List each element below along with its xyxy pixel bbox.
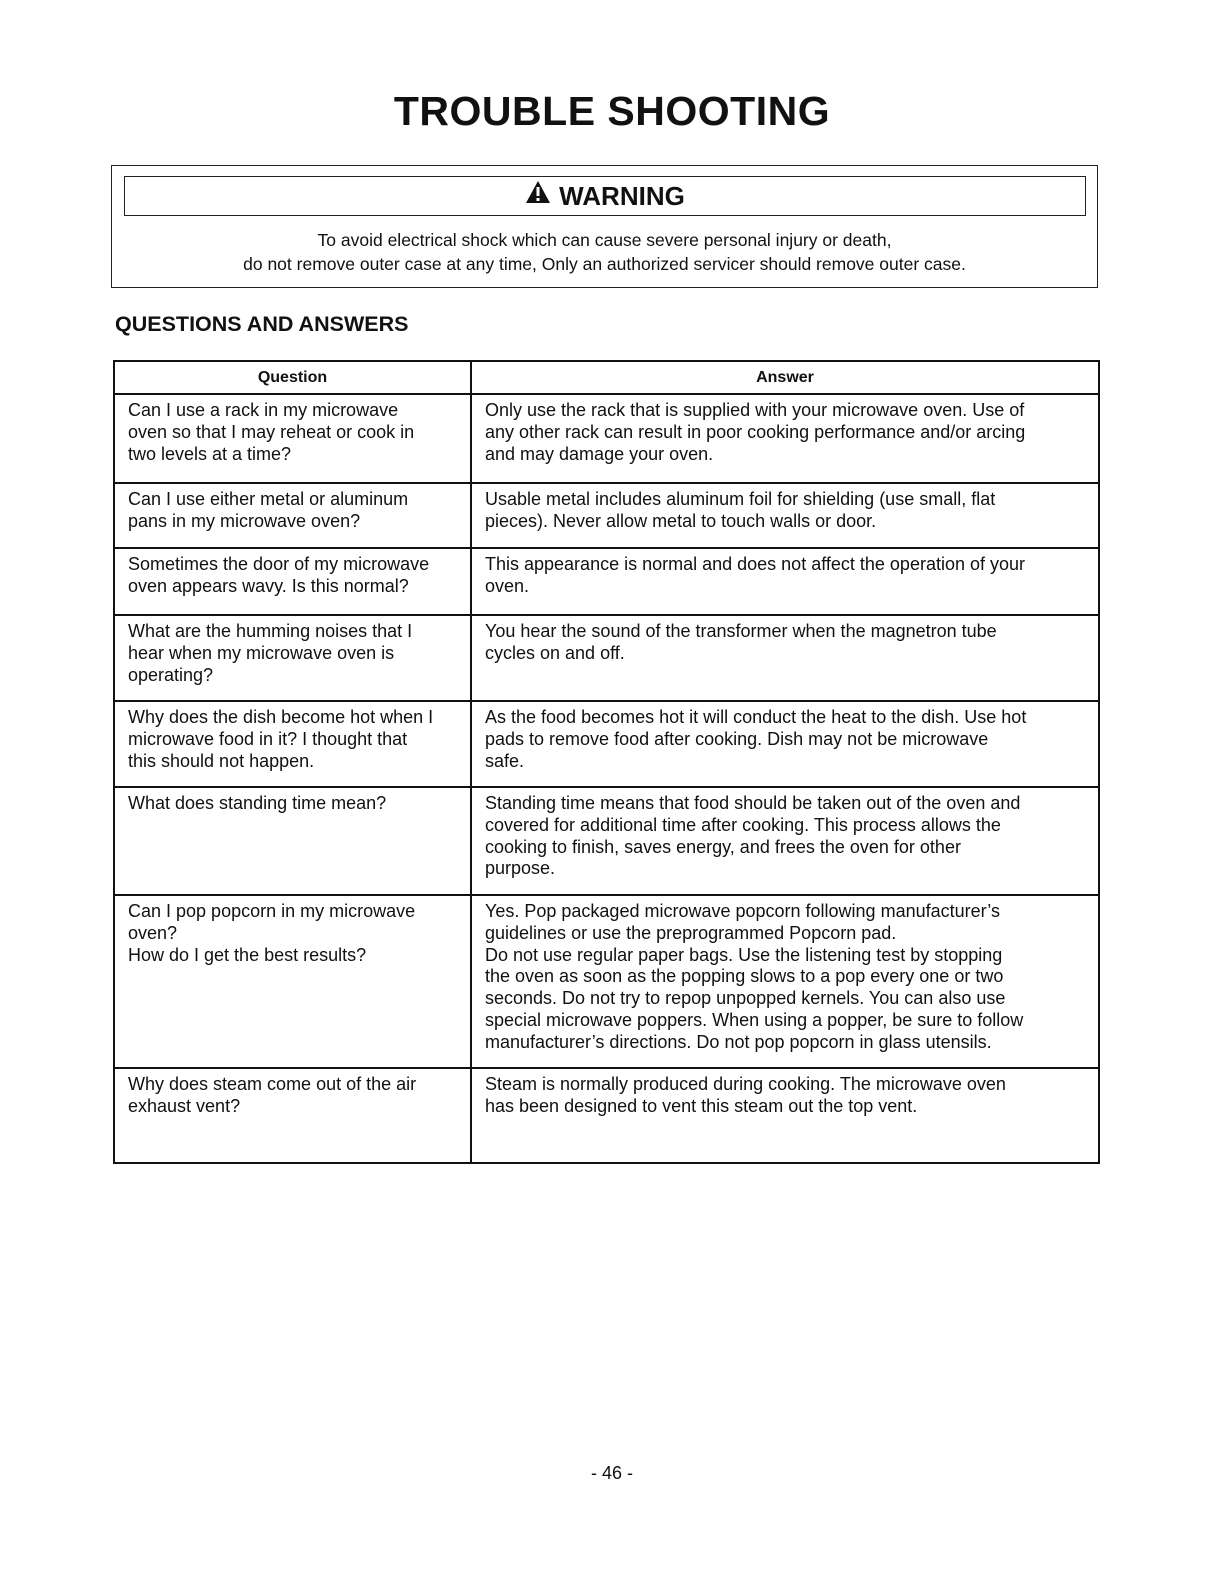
question-line: hear when my microwave oven is [128,642,395,663]
answer-line: Steam is normally produced during cooking. The microwave oven [485,1074,1006,1094]
question-cell [114,548,471,615]
page-title: TROUBLE SHOOTING [393,88,831,134]
answer-line: You hear the sound of the transformer when the magnetron tube [485,621,997,641]
answer-line: pads to remove food after cooking. Dish may not be microwave [485,728,989,749]
table-row [114,394,1099,483]
answer-line: Usable metal includes aluminum foil for shielding (use small, flat [485,489,996,509]
warning-line-2: do not remove outer case at any time, Only an authorized servicer should remove outer case. [243,254,966,274]
answer-line: covered for additional time after cooking. This process allows the [485,814,1001,835]
qa-table [113,360,1100,1164]
question-cell [114,701,471,787]
question-line: Can I use a rack in my microwave [128,400,399,420]
answer-line: has been designed to vent this steam out the top vent. [485,1095,918,1116]
answer-line: purpose. [485,858,556,879]
question-line: oven appears wavy. Is this normal? [128,575,409,596]
answer-cell [471,615,1099,701]
answer-line: any other rack can result in poor cooking performance and/or arcing [485,421,1026,442]
question-cell [114,394,471,483]
warning-triangle-icon [525,176,551,214]
answer-cell [471,787,1099,895]
table-row [114,1068,1099,1163]
answer-cell [471,483,1099,548]
answer-line: Standing time means that food should be taken out of the oven and [485,793,1021,813]
question-line: exhaust vent? [128,1095,241,1116]
warning-header [124,176,1086,216]
answer-line: pieces). Never allow metal to touch walls or door. [485,510,877,531]
page-number: - 46 - [590,1463,633,1483]
answer-line: guidelines or use the preprogrammed Popcorn pad. [485,922,897,943]
table-row [114,895,1099,1068]
question-cell [114,895,471,1068]
column-header-answer: Answer [471,361,1099,394]
question-line: oven so that I may reheat or cook in [128,421,415,442]
question-line: What are the humming noises that I [128,621,413,641]
question-line: pans in my microwave oven? [128,510,361,531]
answer-line: As the food becomes hot it will conduct the heat to the dish. Use hot [485,707,1027,727]
warning-text [112,228,1097,276]
question-line: Why does the dish become hot when I [128,707,434,727]
table-row [114,548,1099,615]
table-row [114,615,1099,701]
answer-line: cooking to finish, saves energy, and frees the oven for other [485,836,961,857]
answer-cell [471,548,1099,615]
answer-line: cycles on and off. [485,642,625,663]
table-row [114,787,1099,895]
answer-line: Yes. Pop packaged microwave popcorn following manufacturer’s [485,901,1000,921]
question-line: Can I pop popcorn in my microwave [128,901,416,921]
question-cell [114,787,471,895]
answer-line: oven. [485,575,530,596]
answer-line: manufacturer’s directions. Do not pop popcorn in glass utensils. [485,1031,992,1052]
answer-cell [471,394,1099,483]
answer-line: Do not use regular paper bags. Use the listening test by stopping [485,944,1003,965]
question-cell [114,483,471,548]
answer-line: seconds. Do not try to repop unpopped kernels. You can also use [485,988,1006,1009]
answer-line: and may damage your oven. [485,443,714,464]
question-line: How do I get the best results? [128,944,367,965]
answer-line: This appearance is normal and does not affect the operation of your [485,554,1026,574]
section-title: QUESTIONS AND ANSWERS [115,312,409,336]
table-row [114,483,1099,548]
table-header-row [114,361,1099,394]
question-line: microwave food in it? I thought that [128,728,408,749]
warning-box [111,165,1098,288]
answer-line: special microwave poppers. When using a popper, be sure to follow [485,1009,1024,1030]
warning-heading: WARNING [559,181,685,211]
question-cell [114,1068,471,1163]
question-line: Why does steam come out of the air [128,1074,417,1094]
answer-cell [471,1068,1099,1163]
answer-cell [471,701,1099,787]
warning-line-1: To avoid electrical shock which can cause severe personal injury or death, [317,230,892,250]
question-line: What does standing time mean? [128,793,387,813]
question-line: this should not happen. [128,750,315,771]
question-line: operating? [128,664,214,685]
column-header-question: Question [114,361,471,394]
answer-line: safe. [485,750,525,771]
table-row [114,701,1099,787]
answer-cell [471,895,1099,1068]
question-line: Sometimes the door of my microwave [128,554,430,574]
answer-line: the oven as soon as the popping slows to a pop every one or two [485,966,1004,987]
question-line: oven? [128,922,178,943]
question-line: two levels at a time? [128,443,292,464]
answer-line: Only use the rack that is supplied with your microwave oven. Use of [485,400,1025,420]
question-cell [114,615,471,701]
question-line: Can I use either metal or aluminum [128,489,409,509]
